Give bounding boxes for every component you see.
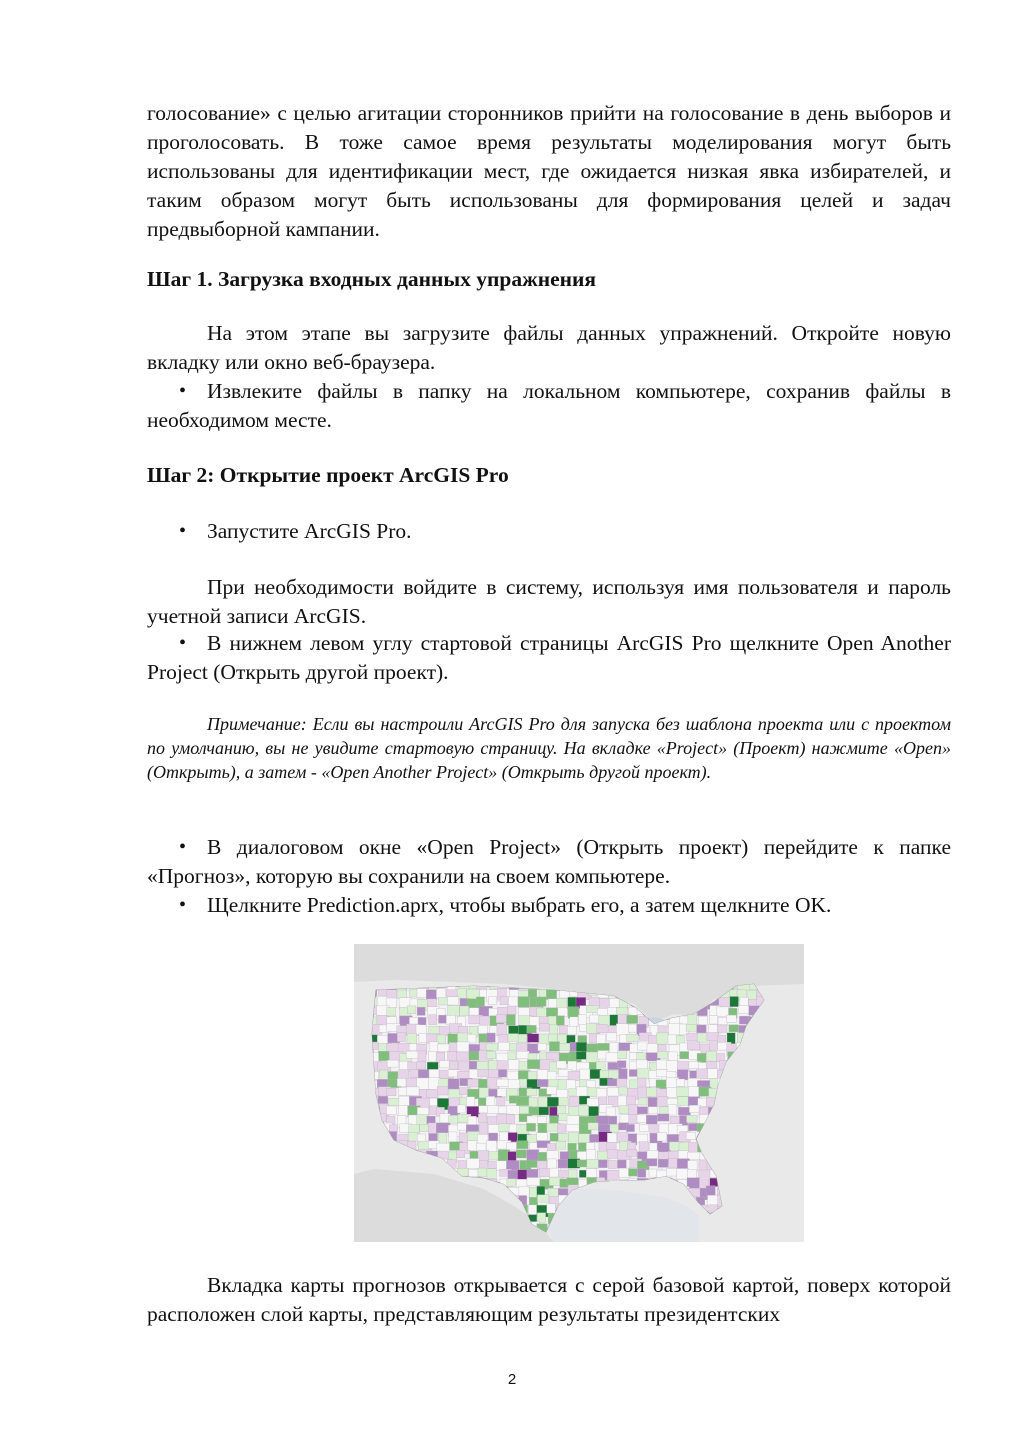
- county-cell: [508, 1034, 519, 1042]
- county-cell: [527, 1169, 538, 1178]
- county-cell: [507, 1179, 516, 1187]
- county-cell: [486, 1043, 498, 1050]
- county-cell: [460, 1006, 469, 1016]
- county-cell: [688, 1152, 702, 1159]
- county-cell: [479, 1160, 488, 1167]
- county-cell: [539, 1024, 549, 1031]
- county-cell: [507, 1006, 516, 1015]
- county-cell: [547, 1071, 556, 1080]
- county-cell: [697, 1069, 709, 1079]
- county-cell: [527, 1089, 537, 1096]
- county-cell: [478, 1168, 488, 1176]
- county-cell: [527, 1160, 539, 1168]
- county-cell: [517, 1051, 529, 1058]
- county-cell: [616, 1024, 629, 1036]
- county-cell: [386, 1088, 396, 1096]
- county-cell: [590, 1015, 600, 1023]
- county-cell: [658, 1097, 668, 1107]
- county-cell: [537, 1070, 548, 1081]
- county-cell: [707, 1033, 719, 1041]
- county-cell: [539, 1107, 549, 1115]
- county-cell: [398, 1105, 408, 1116]
- county-cell: [416, 1025, 426, 1035]
- county-cell: [597, 1024, 608, 1033]
- county-cell: [680, 1052, 690, 1059]
- county-cell: [697, 1034, 708, 1043]
- county-cell: [568, 1071, 580, 1080]
- step2-heading: Шаг 2: Открытие проект ArcGIS Pro: [147, 463, 509, 487]
- county-cell: [607, 1133, 616, 1143]
- county-cell: [487, 1033, 496, 1042]
- county-cell: [539, 1017, 548, 1025]
- county-cell: [458, 1123, 467, 1130]
- county-cell: [707, 1051, 717, 1061]
- county-cell: [558, 1170, 569, 1178]
- county-cell: [657, 1051, 668, 1058]
- county-cell: [580, 1069, 591, 1080]
- county-cell: [499, 1042, 510, 1050]
- county-cell: [676, 1079, 685, 1086]
- county-cell: [468, 1034, 477, 1043]
- step2-bullet2-text: В нижнем левом углу стартовой страницы ArcGIS Pro щелкните Open Another Project (Открыть другой проект).: [147, 631, 951, 684]
- county-cell: [516, 1096, 529, 1105]
- county-cell: [379, 1051, 390, 1061]
- county-cell: [486, 1141, 496, 1152]
- county-cell: [549, 1042, 559, 1052]
- county-cell: [407, 1006, 416, 1014]
- county-cell: [537, 1133, 548, 1141]
- county-cell: [518, 1034, 527, 1043]
- county-cell: [688, 1015, 697, 1026]
- county-cell: [507, 1143, 517, 1150]
- county-cell: [568, 1007, 579, 1019]
- county-cell: [489, 997, 497, 1005]
- county-cell: [429, 1015, 437, 1025]
- county-cell: [730, 997, 739, 1007]
- county-cell: [556, 1141, 566, 1149]
- county-cell: [418, 1051, 426, 1062]
- note-paragraph: Примечание: Если вы настроили ArcGIS Pro для запуска без шаблона проекта или с проектом по умолчанию, вы не увидите стартовую страницу. На вкладке «Project» (Проект) нажмите «Open» (Открыть), а затем - «Open Another Project» (Открыть другой проект).: [147, 714, 951, 782]
- county-cell: [686, 1132, 696, 1139]
- county-cell: [469, 1052, 479, 1060]
- county-cell: [436, 989, 445, 998]
- county-cell: [497, 1024, 507, 1036]
- county-cell: [576, 1052, 587, 1060]
- county-cell: [639, 1098, 647, 1105]
- county-cell: [429, 1069, 439, 1079]
- county-cell: [587, 1159, 599, 1168]
- county-cell: [448, 1052, 458, 1061]
- county-cell: [727, 1033, 735, 1044]
- step2-bullet2-item: [147, 629, 951, 687]
- county-cell: [637, 1053, 646, 1061]
- county-cell: [706, 1062, 717, 1070]
- county-cell: [609, 1042, 618, 1053]
- county-cell: [656, 1033, 668, 1044]
- county-cell: [456, 1053, 470, 1062]
- county-cell: [557, 1124, 565, 1133]
- county-cell: [607, 1033, 617, 1041]
- county-cell: [387, 1007, 396, 1016]
- county-cell: [727, 1015, 737, 1022]
- county-cell: [497, 1089, 506, 1097]
- county-cell: [387, 1017, 397, 1024]
- county-cell: [537, 1213, 546, 1223]
- county-cell: [538, 1123, 547, 1134]
- county-cell: [656, 1070, 668, 1077]
- county-cell: [559, 1025, 568, 1033]
- county-cell: [748, 990, 757, 1000]
- county-cell: [578, 1105, 588, 1115]
- county-cell: [677, 1097, 689, 1106]
- us-county-prediction-map: [354, 944, 804, 1242]
- county-cell: [548, 1188, 560, 1197]
- county-cell: [648, 1097, 657, 1106]
- county-cell: [586, 1052, 599, 1063]
- county-cell: [497, 1079, 509, 1086]
- county-cell: [658, 1114, 670, 1121]
- county-cell: [448, 997, 459, 1005]
- county-cell: [578, 1015, 586, 1026]
- county-cell: [729, 1025, 739, 1032]
- county-cell: [649, 1107, 657, 1114]
- county-cell: [640, 1124, 649, 1131]
- county-cell: [469, 1044, 480, 1051]
- county-cell: [449, 1061, 458, 1070]
- county-cell: [438, 1133, 447, 1144]
- county-cell: [617, 1061, 626, 1068]
- county-cell: [567, 1178, 578, 1185]
- county-cell: [647, 1151, 658, 1159]
- bullet4-item: [147, 891, 951, 920]
- county-cell: [406, 1087, 419, 1095]
- county-cell: [399, 1087, 407, 1095]
- county-cell: [466, 1097, 474, 1108]
- step1-paragraph: На этом этапе вы загрузите файлы данных упражнений. Откройте новую вкладку или окно веб-браузера.: [147, 321, 951, 374]
- county-cell: [537, 1116, 547, 1123]
- step1-heading: Шаг 1. Загрузка входных данных упражнения: [147, 267, 597, 291]
- county-cell: [457, 1071, 470, 1078]
- county-cell: [437, 1087, 448, 1095]
- county-cell: [576, 1042, 587, 1052]
- county-cell: [588, 1123, 598, 1130]
- county-cell: [446, 1015, 455, 1024]
- county-cell: [608, 1161, 616, 1169]
- paragraph-bottom: Вкладка карты прогнозов открывается с серой базовой картой, поверх которой расположен слой карты, представляющим результаты президентских: [147, 1273, 951, 1326]
- step2-paragraph: При необходимости войдите в систему, используя имя пользователя и пароль учетной записи ArcGIS.: [147, 575, 951, 628]
- county-cell: [508, 1052, 516, 1060]
- county-cell: [586, 1169, 597, 1179]
- county-cell: [426, 990, 437, 1000]
- county-cell: [626, 1124, 634, 1131]
- bullet-dot-icon: •: [179, 520, 187, 542]
- county-cell: [597, 1034, 606, 1044]
- county-cell: [598, 1097, 607, 1106]
- county-cell: [646, 1159, 657, 1166]
- county-cell: [527, 1150, 539, 1162]
- county-cell: [687, 1042, 699, 1050]
- county-cell: [627, 1034, 639, 1041]
- county-cell: [637, 1069, 651, 1079]
- county-cell: [678, 1107, 690, 1115]
- county-cell: [738, 1006, 750, 1014]
- county-cell: [687, 1033, 698, 1041]
- county-cell: [457, 1105, 465, 1113]
- county-cell: [667, 1061, 679, 1073]
- map-image: [354, 944, 804, 1242]
- county-cell: [550, 1116, 559, 1125]
- county-cell: [709, 1015, 717, 1024]
- county-cell: [619, 1069, 628, 1080]
- county-cell: [566, 1124, 579, 1132]
- county-cell: [387, 1116, 395, 1124]
- county-cell: [487, 1051, 496, 1058]
- county-cell: [406, 1051, 419, 1058]
- county-cell: [468, 1141, 477, 1150]
- county-cell: [506, 1161, 519, 1171]
- county-cell: [508, 1152, 517, 1161]
- county-cell: [717, 1025, 727, 1032]
- county-cell: [537, 1079, 548, 1086]
- county-cell: [548, 1159, 557, 1169]
- county-cell: [386, 1106, 396, 1115]
- county-cell: [607, 1150, 618, 1159]
- bullet-dot-icon: •: [179, 632, 187, 654]
- step2-bullet1-text: Запустите ArcGIS Pro.: [207, 519, 412, 543]
- county-cell: [487, 1106, 500, 1114]
- county-cell: [638, 1078, 646, 1087]
- county-cell: [528, 1071, 536, 1080]
- bullet-dot-icon: •: [179, 836, 187, 858]
- county-cell: [568, 1133, 578, 1145]
- paragraph-intro-text: голосование» с целью агитации сторонников прийти на голосование в день выборов и проголосовать. В тоже самое время результаты моделирования могут быть использованы для идентификации мест, где ожидается низкая явка избирателей, и таким образом могут быть использованы для формирования целей и задач предвыборной кампании.: [147, 101, 951, 241]
- county-cell: [657, 1133, 666, 1141]
- county-cell: [479, 1124, 488, 1134]
- county-cell: [608, 1116, 617, 1124]
- step1-bullet-item: [147, 377, 951, 435]
- county-cell: [487, 1169, 496, 1179]
- bullet3-text: В диалоговом окне «Open Project» (Открыть проект) перейдите к папке «Прогноз», которую вы сохранили на своем компьютере.: [147, 835, 951, 888]
- county-cell: [638, 1169, 646, 1178]
- county-cell: [628, 1024, 636, 1032]
- county-cell: [589, 1106, 599, 1117]
- county-cell: [476, 997, 484, 1008]
- county-cell: [517, 1141, 528, 1149]
- county-cell: [478, 1069, 490, 1077]
- step2-bullet1-item: [147, 517, 951, 546]
- county-cell: [527, 1034, 538, 1043]
- step1-bullet-text: Извлеките файлы в папку на локальном компьютере, сохранив файлы в необходимом месте.: [147, 379, 951, 432]
- county-cell: [500, 997, 508, 1005]
- county-cell: [487, 1116, 497, 1124]
- county-cell: [536, 997, 546, 1007]
- county-cell: [606, 1142, 616, 1150]
- county-cell: [627, 1150, 637, 1157]
- county-cell: [506, 1015, 515, 1026]
- county-cell: [658, 1026, 667, 1033]
- county-cell: [558, 1133, 568, 1141]
- county-cell: [709, 1042, 717, 1051]
- county-cell: [497, 1053, 509, 1061]
- county-cell: [717, 1035, 725, 1042]
- county-cell: [436, 1123, 450, 1133]
- county-cell: [497, 1097, 505, 1106]
- county-cell: [527, 1060, 541, 1069]
- county-cell: [628, 1105, 638, 1115]
- county-cell: [449, 1116, 459, 1124]
- bullet-dot-icon: •: [179, 894, 187, 916]
- county-cell: [560, 1043, 571, 1050]
- county-cell: [537, 1195, 549, 1202]
- county-cell: [567, 1026, 576, 1034]
- county-cell: [398, 990, 407, 999]
- county-cell: [478, 1114, 487, 1123]
- county-cell: [527, 1025, 537, 1033]
- county-cell: [559, 1098, 568, 1106]
- county-cell: [397, 1079, 406, 1087]
- county-cell: [508, 1060, 519, 1070]
- county-cell: [528, 1205, 537, 1215]
- county-cell: [417, 1107, 428, 1115]
- county-cell: [599, 1160, 608, 1168]
- page-number: 2: [507, 1371, 517, 1388]
- county-cell: [378, 1096, 388, 1103]
- county-cell: [448, 1079, 459, 1089]
- county-cell: [547, 1087, 557, 1094]
- county-cell: [618, 1051, 627, 1059]
- county-cell: [456, 1150, 465, 1158]
- county-cell: [677, 1087, 690, 1096]
- county-cell: [627, 1015, 638, 1023]
- county-cell: [427, 1062, 438, 1070]
- county-cell: [547, 1097, 558, 1107]
- county-cell: [417, 1062, 426, 1069]
- county-cell: [699, 1170, 712, 1177]
- county-cell: [457, 1042, 470, 1052]
- county-cell: [506, 1106, 520, 1115]
- county-cell: [697, 1025, 707, 1033]
- county-cell: [408, 1133, 418, 1141]
- county-cell: [607, 1170, 619, 1181]
- county-cell: [699, 1016, 707, 1024]
- county-cell: [586, 1150, 595, 1160]
- bullet3-item: [147, 833, 951, 891]
- county-cell: [508, 997, 518, 1006]
- county-cell: [387, 1060, 399, 1067]
- county-cell: [558, 1007, 568, 1016]
- county-cell: [629, 1169, 638, 1177]
- county-cell: [557, 1061, 566, 1068]
- county-cell: [677, 1169, 689, 1180]
- county-cell: [667, 1168, 678, 1176]
- county-cell: [448, 1006, 460, 1016]
- county-cell: [527, 1178, 541, 1186]
- county-cell: [438, 1044, 451, 1051]
- county-cell: [429, 1026, 440, 1034]
- bullet4-text: Щелкните Prediction.aprx, чтобы выбрать его, а затем щелкните OK.: [207, 893, 832, 917]
- county-cell: [570, 1017, 578, 1026]
- county-cell: [627, 1143, 635, 1151]
- county-cell: [637, 1107, 647, 1114]
- county-cell: [527, 1123, 536, 1131]
- county-cell: [646, 1115, 657, 1124]
- county-cell: [687, 1115, 698, 1122]
- county-cell: [637, 1134, 648, 1142]
- paragraph-intro: [147, 99, 951, 244]
- county-cell: [417, 1007, 425, 1015]
- county-cell: [516, 1150, 526, 1158]
- bullet-dot-icon: •: [179, 380, 187, 402]
- county-cell: [638, 1042, 649, 1050]
- county-cell: [498, 1070, 506, 1078]
- county-cell: [636, 1060, 647, 1070]
- county-cell: [658, 1159, 668, 1167]
- county-cell: [556, 1016, 564, 1026]
- county-cell: [618, 1087, 627, 1094]
- county-cell: [427, 1089, 438, 1098]
- county-cell: [708, 1069, 718, 1079]
- county-cell: [547, 1204, 556, 1213]
- county-cell: [668, 1105, 677, 1115]
- county-cell: [508, 1079, 520, 1089]
- county-cell: [518, 997, 529, 1008]
- county-cell: [467, 1159, 480, 1169]
- county-cell: [538, 1043, 547, 1051]
- county-cell: [397, 1033, 405, 1042]
- county-cell: [537, 1161, 547, 1170]
- county-cell: [380, 1070, 388, 1080]
- county-cell: [590, 1069, 601, 1079]
- county-cell: [617, 1160, 626, 1168]
